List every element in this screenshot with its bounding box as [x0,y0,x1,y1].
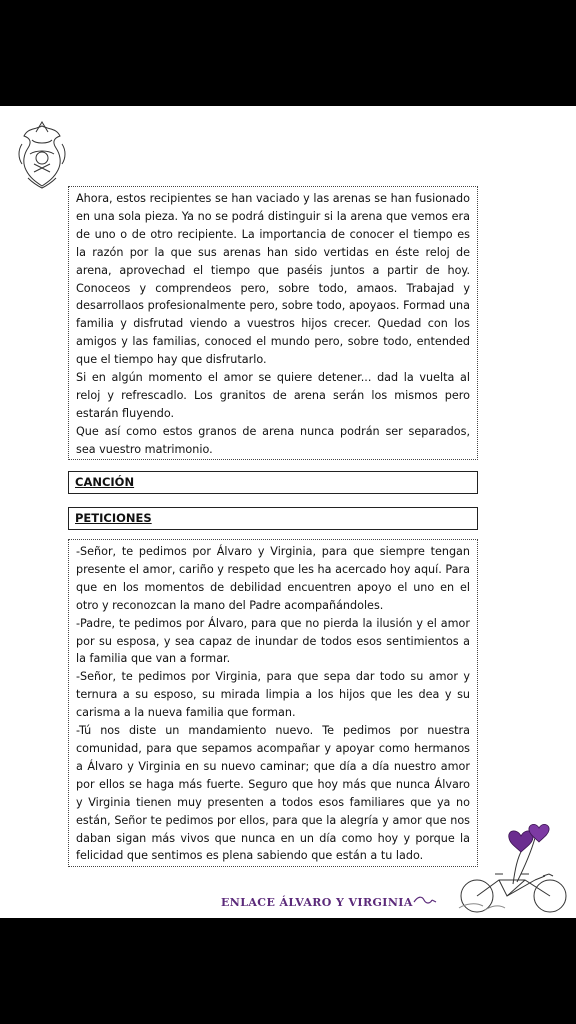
section-heading-cancion [68,471,478,494]
tandem-bicycle-heart-balloons-icon [455,818,573,918]
ornamental-logo-icon [14,120,70,190]
heading-label: PETICIONES [75,511,152,525]
paragraph: Ahora, estos recipientes se han vaciado y las arenas se han fusionado en una sola pieza. Ya no se podrá distinguir si la arena que vemos era de uno o de otro recipiente. La importancia de conocer el tiempo es la razón por la que sus arenas han sido vertidas en éste reloj de arena, aprovechad el tiempo que paséis juntos a partir de hoy. Conoceos y comprendeos pero, sobre todo, amaos. Trabajad y desarrollaos profesionalmente pero, sobre todo, apoyaos. Formad una familia y disfrutad viendo a vuestros hijos crecer. Quedad con los amigos y las familias, conoced el mundo pero, sobre todo, entended que el tiempo hay que disfrutarlo. [76,192,470,367]
paragraph: Que así como estos granos de arena nunca podrán ser separados, sea vuestro matrimonio. [76,424,470,456]
paragraph: -Tú nos diste un mandamiento nuevo. Te pedimos por nuestra comunidad, para que sepamos acompañar y apoyar como hermanos a Álvaro y Virginia en su nuevo caminar; que día a día nuestro amor por ellos se haga más fuerte. Seguro que hoy más que nunca Álvaro y Virginia tienen muy presenten a todos esos familiares que ya no están, Señor te pedimos por ellos, para que la alegría y amor que nos daban sigan más vivos que nunca en un día como hoy y porque la felicidad que sentimos es plena sabiendo que están a tu lado. [76,724,470,863]
heading-label: CANCIÓN [75,475,135,489]
paragraph: -Señor, te pedimos por Virginia, para que sepa dar todo su amor y ternura a su esposo, su mirada limpia a los hijos que les dea y su carisma a la nueva familia que forman. [76,670,470,720]
paragraph: Si en algún momento el amor se quiere detener... dad la vuelta al reloj y refrescadlo. Los granitos de arena serán los mismos pero estarán fluyendo. [76,371,470,420]
swirl-ornament-icon [412,894,438,908]
footer-title: ENLACE ÁLVARO Y VIRGINIA [221,896,413,909]
document-page [0,106,576,918]
paragraph: -Señor, te pedimos por Álvaro y Virginia, para que siempre tengan presente el amor, cariño y respeto que les ha acercado hoy aquí. Para que en los momentos de debilidad encuentren apoyo el uno en el otro y reconozcan la mano del Padre acompañándoles. [76,545,470,612]
section-heading-peticiones [68,507,478,530]
paragraph: -Padre, te pedimos por Álvaro, para que no pierda la ilusión y el amor por su esposa, y sea capaz de inundar de todos esos sentimientos a la familia que van a formar. [76,616,470,666]
petitions-text-box [68,539,478,867]
ceremony-text-box [68,186,478,460]
